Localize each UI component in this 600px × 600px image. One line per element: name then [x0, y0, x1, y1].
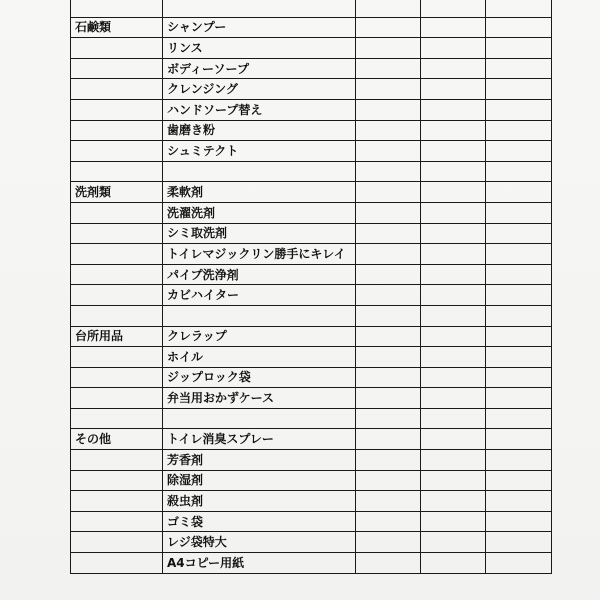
table-row [71, 326, 552, 347]
check-cell[interactable] [421, 0, 486, 17]
check-cell[interactable] [356, 347, 421, 368]
check-cell[interactable] [421, 511, 486, 532]
check-cell[interactable] [486, 244, 552, 265]
item-label: シミ取洗剤 [163, 223, 356, 244]
check-cell[interactable] [421, 79, 486, 100]
check-cell[interactable] [356, 38, 421, 59]
check-cell[interactable] [421, 120, 486, 141]
table-row [71, 553, 552, 574]
check-cell[interactable] [421, 182, 486, 203]
table-row [71, 470, 552, 491]
check-cell[interactable] [356, 408, 421, 429]
item-label: レジ袋特大 [163, 532, 356, 553]
item-label: 殺虫剤 [163, 491, 356, 512]
category-cell [71, 202, 163, 223]
check-cell[interactable] [356, 491, 421, 512]
check-cell[interactable] [421, 58, 486, 79]
check-cell[interactable] [421, 141, 486, 162]
check-cell[interactable] [486, 223, 552, 244]
item-label: 歯磨き粉 [163, 120, 356, 141]
table-row [71, 429, 552, 450]
item-label: 除湿剤 [163, 470, 356, 491]
category-label: 台所用品 [71, 326, 163, 347]
item-label: 弁当用おかずケース [163, 388, 356, 409]
check-cell[interactable] [421, 161, 486, 182]
table-row [71, 79, 552, 100]
check-cell[interactable] [486, 532, 552, 553]
category-cell [71, 264, 163, 285]
check-cell[interactable] [421, 347, 486, 368]
check-cell[interactable] [486, 511, 552, 532]
item-label: トイレマジックリン勝手にキレイ [163, 244, 356, 265]
check-cell[interactable] [356, 99, 421, 120]
check-cell[interactable] [356, 285, 421, 306]
check-cell[interactable] [421, 223, 486, 244]
check-cell[interactable] [356, 305, 421, 326]
category-cell [71, 161, 163, 182]
check-cell[interactable] [486, 141, 552, 162]
check-cell[interactable] [486, 264, 552, 285]
category-cell [71, 450, 163, 471]
check-cell[interactable] [356, 223, 421, 244]
check-cell[interactable] [421, 450, 486, 471]
item-label: クレンジング [163, 79, 356, 100]
category-cell [71, 244, 163, 265]
table-row [71, 347, 552, 368]
table-row [71, 305, 552, 326]
table-row [71, 244, 552, 265]
check-cell[interactable] [356, 553, 421, 574]
item-label: 柔軟剤 [163, 182, 356, 203]
check-cell[interactable] [486, 0, 552, 17]
check-cell[interactable] [486, 491, 552, 512]
table-row [71, 141, 552, 162]
check-cell[interactable] [356, 388, 421, 409]
item-label: トイレ消臭スプレー [163, 429, 356, 450]
category-label: 洗剤類 [71, 182, 163, 203]
table-row [71, 161, 552, 182]
table-row [71, 58, 552, 79]
category-cell [71, 367, 163, 388]
check-cell[interactable] [356, 264, 421, 285]
check-cell[interactable] [356, 470, 421, 491]
category-cell [71, 38, 163, 59]
category-cell [71, 99, 163, 120]
item-label: ボディーソープ [163, 58, 356, 79]
check-cell[interactable] [486, 470, 552, 491]
check-cell[interactable] [486, 326, 552, 347]
check-cell[interactable] [421, 429, 486, 450]
check-cell[interactable] [356, 244, 421, 265]
item-label: クレラップ [163, 326, 356, 347]
check-cell[interactable] [356, 367, 421, 388]
check-cell[interactable] [356, 17, 421, 38]
check-cell[interactable] [421, 553, 486, 574]
check-cell[interactable] [486, 38, 552, 59]
check-cell[interactable] [356, 0, 421, 17]
check-cell[interactable] [421, 408, 486, 429]
table-row [71, 532, 552, 553]
category-cell [71, 388, 163, 409]
check-cell[interactable] [421, 470, 486, 491]
check-cell[interactable] [356, 202, 421, 223]
category-cell [71, 532, 163, 553]
category-cell [71, 491, 163, 512]
check-cell[interactable] [356, 79, 421, 100]
table-row [71, 17, 552, 38]
item-label: 洗濯洗剤 [163, 202, 356, 223]
item-label: A4コピー用紙 [163, 553, 356, 574]
category-label: 石鹸類 [71, 17, 163, 38]
check-cell[interactable] [421, 264, 486, 285]
item-label: リンス [163, 38, 356, 59]
check-cell[interactable] [421, 367, 486, 388]
check-cell[interactable] [356, 429, 421, 450]
check-cell[interactable] [356, 161, 421, 182]
table-row [71, 367, 552, 388]
check-cell[interactable] [421, 38, 486, 59]
check-cell[interactable] [421, 532, 486, 553]
item-label: ホイル [163, 347, 356, 368]
table-row [71, 511, 552, 532]
check-cell[interactable] [486, 408, 552, 429]
check-cell[interactable] [421, 388, 486, 409]
supply-checklist-table [70, 0, 552, 574]
category-cell [71, 553, 163, 574]
check-cell[interactable] [486, 367, 552, 388]
item-label: 芳香剤 [163, 450, 356, 471]
table-row [71, 450, 552, 471]
check-cell[interactable] [486, 17, 552, 38]
item-label: パイプ洗浄剤 [163, 264, 356, 285]
item-cell [163, 408, 356, 429]
table-row [71, 202, 552, 223]
table-row [71, 388, 552, 409]
check-cell[interactable] [421, 99, 486, 120]
check-cell[interactable] [421, 491, 486, 512]
category-cell [71, 347, 163, 368]
check-cell[interactable] [486, 99, 552, 120]
check-cell[interactable] [486, 161, 552, 182]
item-cell [163, 305, 356, 326]
check-cell[interactable] [356, 141, 421, 162]
item-label: シュミテクト [163, 141, 356, 162]
table-row [71, 99, 552, 120]
table-row [71, 38, 552, 59]
check-cell[interactable] [486, 388, 552, 409]
item-label: シャンプー [163, 17, 356, 38]
check-cell[interactable] [356, 532, 421, 553]
category-cell [71, 511, 163, 532]
category-cell [71, 305, 163, 326]
item-label: カビハイター [163, 285, 356, 306]
check-cell[interactable] [421, 17, 486, 38]
check-cell[interactable] [486, 450, 552, 471]
table-row [71, 264, 552, 285]
category-label: その他 [71, 429, 163, 450]
check-cell[interactable] [421, 285, 486, 306]
category-cell [71, 470, 163, 491]
check-cell[interactable] [486, 553, 552, 574]
category-cell [71, 223, 163, 244]
table-row [71, 285, 552, 306]
check-cell[interactable] [421, 326, 486, 347]
check-cell[interactable] [356, 511, 421, 532]
check-cell[interactable] [486, 202, 552, 223]
check-cell[interactable] [356, 450, 421, 471]
check-cell[interactable] [421, 305, 486, 326]
check-cell[interactable] [486, 347, 552, 368]
category-cell [71, 285, 163, 306]
check-cell[interactable] [356, 326, 421, 347]
category-cell [71, 408, 163, 429]
check-cell[interactable] [421, 202, 486, 223]
check-cell[interactable] [486, 285, 552, 306]
check-cell[interactable] [356, 58, 421, 79]
item-label: ジップロック袋 [163, 367, 356, 388]
category-cell [71, 58, 163, 79]
check-cell[interactable] [421, 244, 486, 265]
check-cell[interactable] [486, 58, 552, 79]
category-cell [71, 120, 163, 141]
item-cell [163, 0, 356, 17]
check-cell[interactable] [486, 305, 552, 326]
check-cell[interactable] [486, 182, 552, 203]
table-row [71, 491, 552, 512]
table-row [71, 0, 552, 17]
table-row [71, 408, 552, 429]
item-label: ハンドソープ替え [163, 99, 356, 120]
check-cell[interactable] [356, 120, 421, 141]
table-row [71, 120, 552, 141]
category-cell [71, 141, 163, 162]
check-cell[interactable] [356, 182, 421, 203]
category-cell [71, 0, 163, 17]
check-cell[interactable] [486, 429, 552, 450]
check-cell[interactable] [486, 120, 552, 141]
check-cell[interactable] [486, 79, 552, 100]
item-cell [163, 161, 356, 182]
item-label: ゴミ袋 [163, 511, 356, 532]
table-row [71, 223, 552, 244]
category-cell [71, 79, 163, 100]
table-row [71, 182, 552, 203]
